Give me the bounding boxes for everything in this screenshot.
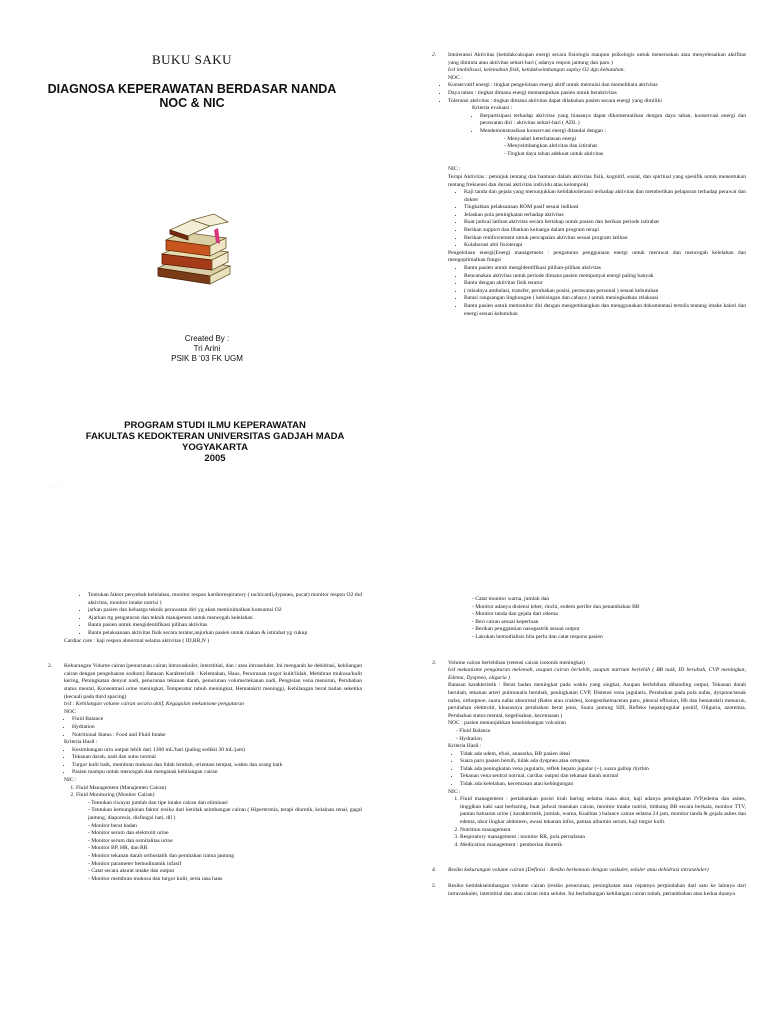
page-intoleransi-aktivitas — [384, 0, 768, 512]
nic-subitem: - Catat secara akurat intake dan output — [88, 868, 362, 876]
monitor-item: - Monitor tanda dan gejala dari odema — [472, 611, 746, 619]
cover-subtitle-line2: NOC & NIC — [159, 96, 225, 110]
diagnosis-title: Intoleransi Aktivitas (ketidakcukupan energi secara fisiologis maupun psikologis untuk meneruskan atau menyelesaikan aktifitas yang diminta atau aktivitas sehari-hari ( adanya respon jantung dan paru ) — [448, 52, 746, 66]
program-line1: PROGRAM STUDI ILMU KEPERAWATAN — [124, 420, 306, 431]
cardiac-care: Cardiac care : kaji respon abnormal selama aktivitas ( ID,RR,N ) — [64, 637, 210, 644]
diagnosis-number: 2. — [48, 663, 53, 670]
nic-subitem: - Tentukan riwayat jumlah dan tipe intake cairan dan eliminasi — [88, 800, 362, 808]
kriteria-item: • Tekanan darah, nadi dan suhu normal — [72, 754, 362, 762]
nic-item: 3. Respiratory management : monitor RR, pola pernafasan — [460, 834, 746, 842]
nic-subitem: - Monitor parameter hemodinamik infasif — [88, 861, 362, 869]
energy-item: • Bantu pasien untuk memonitor diri dengan mengembangkan dan menggunakan dokumentasi tertulis tentang intake kalori dan energi sesuai kebutuhan — [464, 303, 746, 318]
energy-list — [432, 265, 746, 318]
kriteria-list — [48, 747, 362, 777]
fatigue-list — [48, 592, 362, 638]
diagnosis-title: Resiko kekurangan volume cairan (Definisi : Resiko berkenaan dengan vaskuler, seluler atau dehidrasi intraseluler) — [448, 867, 709, 874]
monitor-list — [432, 596, 746, 642]
diagnosis-title: Kekurangan Volume cairan (penurunan cairan intravaskuler, interstitial, dan / atau intraseluler. Ini mengarah ke dehidrasi, kehilangan cairan dengan pengeluaran sodium) Batasan Karakteristik : Kelemahan, Haus, Penurunan turgor kulit/lidah, Membran mukosa/kulit kering, Peningkatan denyut nadi, penurunan tekanan darah, penurunan volume/tekanan nadi, Pengisian vena menurun, Perubahan status mental, Konsentrasi urine meningkat, Temperatur tubuh meningkat, Hematokrit meninggi, Kehilangan berat badan seketika (kecuali pada third spacing) — [64, 663, 362, 700]
terapi-intro: Terapi Aktivitas : petunjuk tentang dan bantuan dalam aktivitas fisik, kognitif, sosial, dan spiritual yang spesifik untuk menentukan rentang frekuensi dan durasi aktivitas individu atau kelompok) — [448, 173, 746, 188]
kriteria-item: • Tekanan vena sentral normal, cardiac output dan tekanan darah normal — [460, 773, 746, 781]
kriteria-list — [432, 113, 746, 136]
noc-item: • Toleransi aktivitas : tingkat dimana aktivitas dapat dilakukan pasien secara energi yang dimiliki — [448, 98, 746, 106]
nic-label: NIC : — [448, 166, 461, 173]
books-illustration — [152, 210, 234, 292]
noc-item: • Fluid Balance — [72, 716, 362, 724]
kriteria-list — [432, 751, 746, 789]
nic-subitem: - Monitor tekanan darah orthostatik dan perubahan irama jantung — [88, 853, 362, 861]
nic-label: NIC : — [448, 788, 461, 795]
diagnosis-bd: b/d : Kehilangan volume cairan secara aktif, Kegagalan mekanisme pengaturan — [64, 701, 244, 708]
nic-list — [48, 785, 362, 800]
fatigue-item: • Tentukan faktor penyebab kelelahan, monitor respon kardiorespiratory ( tachicardi,dypsnea, pucat) monitor respon O2 thd aktivitas, monitor intake nutrisi ) — [88, 592, 362, 607]
kriteria-subitem: - Menyadari keterbatasan energi — [504, 136, 746, 144]
nic-subitem: - Monitor membran mukosa dan turgor kulit, serta rasa haus — [88, 876, 362, 884]
program-line2: FAKULTAS KEDOKTERAN UNIVERSITAS GADJAH MADA — [85, 431, 345, 442]
terapi-item: • Buat jadwal latihan aktivitas secara bertahap untuk pasien dan berikan periode istirahat — [464, 219, 746, 227]
kriteria-item: • Tidak ada peningkatan vena jugularis, reflek hepato jugular (+), suara gallop rhythm — [460, 766, 746, 774]
noc-label: NOC : pasien menunjukkan keseimbangan volcairan — [448, 720, 566, 727]
cover-subtitle-line1: DIAGNOSA KEPERAWATAN BERDASAR NANDA — [47, 82, 337, 96]
diagnosis-heading — [432, 883, 746, 898]
nic-item: 4. Medication management : pemberian diuretik — [460, 842, 746, 850]
kriteria-item: • Tidak ada udem, efusi, anasarka, BB pasien ideal — [460, 751, 746, 759]
nic-item: 2. Nutrition management — [460, 827, 746, 835]
monitor-item: - Beri cairan sesuai keperluan — [472, 619, 746, 627]
fatigue-item: • Ajarkan ttg pengaturan dan teknik manajemen untuk mencegah kelelahan — [88, 615, 362, 623]
diagnosis-heading — [432, 52, 746, 67]
nic-item: 1. Fluid management : pertahankan posisi tirah baring selama masa akut, kaji adanya peningkatan JVP,edema dan asites, tinggikan kaki saat berbaring, buat jadwal masukan cairan, monitor intake nutrisi, timbang BB secara berkala, monitor TTV, pantau haluaran urine ( karakteristik, jumlah, warna, Kualitas ) balance cairan selama 24 jam, monitor tanda & gejala asites dan edema, ukur lingkar abdomen, awasi tekanan infus, pantau albumin serum, kaji turgor kulit. — [460, 796, 746, 826]
nic-list — [432, 796, 746, 849]
author-affiliation: PSIK B '03 FK UGM — [171, 354, 243, 363]
fatigue-item: • Bantu pelaksanaan aktivitas fisik secara teratur,anjurkan pasien untuk makan & istirahat yg cukup — [88, 630, 362, 638]
terapi-item: • Kaji tanda dan gejala yang menunjukkan ketidaktoleransi terhadap aktivitas dan memberikan pelaporan terhadap perawat dan dokter — [464, 189, 746, 204]
kriteria-item: • Suara paru pasien bersih, tidak ada dyspnea atau ortopnea — [460, 758, 746, 766]
page4-text — [432, 596, 746, 898]
cover-subtitle — [40, 82, 344, 110]
diagnosis-bd: b/d imobilisasi, kelemahan fisik, ketidakseimbangan suplay O2 dgn kebutuhan. — [448, 67, 625, 74]
noc-label: NOC — [64, 708, 76, 715]
cover-footnote: ................... — [50, 486, 60, 488]
kriteria-subitem: - Menyeimbangkan aktivitas dan istirahat — [504, 143, 746, 151]
noc-item: • Nutritional Status : Food and Fluid Intake — [72, 732, 362, 740]
noc-list — [432, 82, 746, 105]
program-line3: YOGYAKARTA — [182, 442, 248, 453]
monitor-item: - Catat monitor warna, jumlah dan — [472, 596, 746, 604]
page2-text — [432, 52, 746, 318]
energy-intro: Pengelolaan energi(Energi management : pengaturan penggunaan energi untuk merawat dan mencegah kelelahan dan mengoptimalkan fungsi — [448, 249, 746, 264]
nic-item: 2. Fluid Monitoring (Monitor Cairan) — [76, 792, 362, 800]
program-year: 2005 — [204, 453, 226, 464]
terapi-item: • Berikan reinforcement untuk pencapaian aktivitas sesuai program latihan — [464, 235, 746, 243]
kriteria-label: Kriteria evaluasi : — [472, 105, 513, 112]
kriteria-item: • Berpartisipasi terhadap aktivitas yang biasanya dapat dikomentarikan dengan daya tahan, konservasi energi dan perawatan diri : aktivitas sehari-hari ( ADL ) — [480, 113, 746, 128]
kriteria-sublist — [432, 136, 746, 159]
diagnosis-body: Batasan karakteristik : Berat badan meningkat pada waktu yang singkat, Asupan berlebihan dibanding output, Tekanan darah berubah, tekanan arteri pulmonalis berubah, peningkatan CVP, Distensi vena jugularis, Perubahan pada pola nafas, dyspnoe/sesak nafas, orthopnoe, suara nafas abnormal (Rales atau crakles), kongestikemacetan paru, pleural effusion, Hb dan hematokrit menurun, perubahan elektrolit, khususnya perubahan berat jenis, Suara jantung SIII, Refleks hepatojugular positif, Oliguria, azotemia, Perubahan status mental, kegelisahan, kecemasan ) — [448, 682, 746, 719]
noc-list — [432, 728, 746, 743]
kriteria-item: • Turgor kulit baik, membran mukosa dan lidah lembab, orientasi tempat, waktu dan orang baik — [72, 762, 362, 770]
nic-item: 1. Fluid Management (Manajemen Cairan) — [76, 785, 362, 793]
kriteria-label: Kriteria Hasil : — [448, 743, 482, 750]
cover-title: BUKU SAKU — [152, 52, 232, 67]
energy-item: • Bantu dengan aktivitas fisik teratur — [464, 280, 746, 288]
diagnosis-number: 5. — [432, 883, 437, 889]
author-name: Tri Arini — [193, 344, 221, 353]
page-volume-cairan-berlebih — [384, 512, 768, 1024]
nic-subitem: - Monitor serum dan osmilalitas urine — [88, 838, 362, 846]
terapi-item: • Berikan support dan libatkan keluarga dalam program terapi — [464, 227, 746, 235]
nic-sublist — [48, 800, 362, 884]
diagnosis-heading — [432, 867, 746, 875]
cover-page — [0, 0, 384, 512]
nic-label: NIC : — [64, 777, 77, 784]
terapi-list — [432, 189, 746, 250]
energy-item: • Rencanakan aktivitas untuk periode dimana pasien mempunyai energi paling banyak — [464, 273, 746, 281]
nic-subitem: - Monitor BP, HR, dan RR — [88, 845, 362, 853]
monitor-item: - Lakukan hemodialisis bila perlu dan catat respons pasien — [472, 634, 746, 642]
cover-credits — [0, 334, 384, 364]
kriteria-item: • Kesimbangan urin output lebih dari 1300 mL/hari (paling sedikit 30 mL/jam) — [72, 747, 362, 755]
noc-list — [48, 716, 362, 739]
nic-subitem: - Monitor serum dan elektrolit urine — [88, 830, 362, 838]
kriteria-subitem: - Tingkat daya tahan adekuat untuk aktivitas — [504, 151, 746, 159]
energy-item: • ( misalnya ambulasi, transfer, perubahan posisi, perawatan personal ) sesuai kebutuhan — [464, 288, 746, 296]
program-block — [40, 420, 384, 464]
nic-subitem: - Tentukan kemungkinan faktor resiko dari ketidak seimbangan cairan ( Hipertermia, terapi diuretik, kelainan renal, gagal jantung, diaporesis, disfungsi hati, dll ) — [88, 807, 362, 822]
diagnosis-title: Volume cairan berlebihan (retensi cairan isotonik meningkat) — [448, 659, 585, 666]
created-by-label: Created By : — [184, 334, 230, 343]
diagnosis-number: 3. — [432, 659, 437, 666]
kriteria-item: • Tidak ada kelelahan, kecemasan atau kebingungan — [460, 781, 746, 789]
noc-item: - Hydration — [456, 736, 746, 744]
diagnosis-heading — [48, 663, 362, 701]
kriteria-label: Kriteria Hasil : — [64, 739, 98, 746]
noc-item: • Hydration — [72, 724, 362, 732]
page3-text — [48, 592, 362, 883]
nic-subitem: - Monitor berat badan — [88, 823, 362, 831]
monitor-item: - Monitor adanya distensi leher, rinchi, eodem perifer dan penambahan BB — [472, 604, 746, 612]
energy-item: • Bantu pasien untuk mengidentifikasi pilihan-pilihan aktivitas — [464, 265, 746, 273]
monitor-item: - Berikan penggantian nasogastrik sesuai output — [472, 626, 746, 634]
diagnosis-number: 2. — [432, 52, 437, 58]
page-kekurangan-volume-cairan — [0, 512, 384, 1024]
terapi-item: • Tingkatkan pelaksanaan ROM pasif sesuai indikasi — [464, 204, 746, 212]
noc-item: - Fluid Balance — [456, 728, 746, 736]
terapi-item: • Kolaborasi ahli fisioterapi — [464, 242, 746, 250]
kriteria-item: • Mendemonstrasikan konservasi energi ditandai dengan : — [480, 128, 746, 136]
noc-item: • Daya tahan : tingkat dimana energi memampukan pasien untuk beraktivitas — [448, 90, 746, 98]
diagnosis-title: Resiko ketidakseimbangan volume cairan (resiko penurunan, peningkatan atau cepatnya perpindahan dari satu ke lainnya dari intravaskuler, interstitial dan atau cairan intra seluler. Ini berhubungan kehilangan cairan tubuh, pertambahan atau kedua duanya — [448, 883, 746, 897]
diagnosis-bd: b/d mekanisme pengaturan melemah, asupan cairan berlebih, asupan natrium berlebih ( BB naik, ID berubah, CVP meningkat, Edema, Dyspnea, oliguria ) — [448, 667, 746, 681]
noc-item: • Konservatif energi : tingkat pengelolaan energi aktif untuk memulai dan memelihara aktivitas — [448, 82, 746, 90]
fatigue-item: • Bantu pasien untuk mengidentifikasi pilihan aktivitas — [88, 622, 362, 630]
energy-item: • Batasi rangsangan lingkungan ( kebisingan dan cahaya ) untuk meningkatkan relaksasi — [464, 295, 746, 303]
diagnosis-number: 4. — [432, 867, 437, 874]
terapi-item: • Jelaskan pola peningkatan terhadap aktivitas — [464, 212, 746, 220]
fatigue-item: • jarkan pasien dan keluarga teknik perawatan diri yg akan meminimalkan konsumsi O2 — [88, 607, 362, 615]
noc-label: NOC : — [448, 74, 463, 81]
kriteria-item: • Pasien mampu untuk mencegah dan mengatasi kehilangan cairan — [72, 769, 362, 777]
